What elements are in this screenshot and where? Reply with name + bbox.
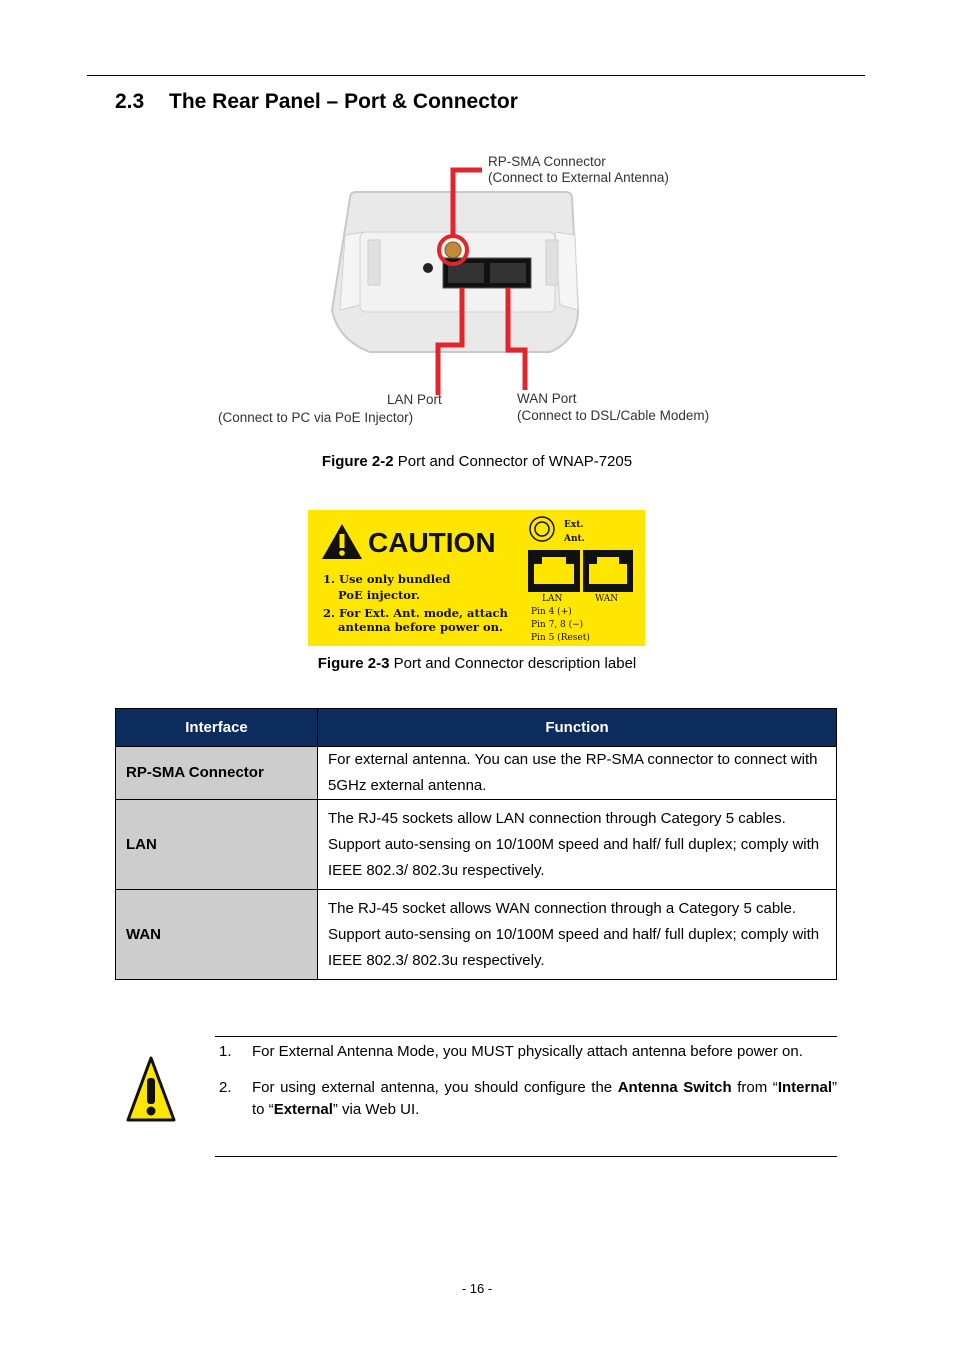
caution-label-graphic (308, 510, 645, 646)
wan-label: WAN (595, 594, 619, 604)
lan-label: LAN (542, 594, 563, 604)
note-text: For External Antenna Mode, you MUST physically attach antenna before power on. (252, 1043, 803, 1060)
section-number: 2.3 (115, 90, 145, 113)
table-row (116, 890, 837, 980)
wan-port-sublabel: (Connect to DSL/Cable Modem) (517, 408, 710, 423)
function-cell: For external antenna. You can use the RP-SMA connector to connect with 5GHz external antenna. (318, 747, 837, 800)
note-bottom-rule (215, 1156, 837, 1157)
antenna-switch-term: Antenna Switch (617, 1079, 732, 1096)
function-cell: The RJ-45 sockets allow LAN connection through Category 5 cables. Support auto-sensing on 10/100M speed and half/ full duplex; comply with IEEE 802.3/ 802.3u respectively. (318, 800, 837, 890)
caution-line-2: PoE injector. (338, 588, 420, 602)
wan-port-icon (583, 550, 633, 592)
pin-info-2: Pin 7, 8 (−) (531, 620, 584, 630)
pin-info-3: Pin 5 (Reset) (531, 633, 590, 643)
ant-label: Ant. (564, 534, 585, 544)
internal-term: Internal (777, 1079, 832, 1096)
interface-cell: RP-SMA Connector (116, 747, 318, 800)
caption-text: Port and Connector of WNAP-7205 (393, 453, 633, 470)
note-list (215, 1041, 837, 1121)
lan-port-label: LAN Port (387, 392, 442, 407)
external-term: External (273, 1101, 333, 1118)
table-row (116, 800, 837, 890)
page-number: - 16 - (461, 1281, 493, 1296)
lan-port-sublabel: (Connect to PC via PoE Injector) (218, 410, 414, 425)
warning-triangle-icon (322, 524, 362, 559)
note-top-rule (215, 1036, 837, 1037)
note-item (215, 1077, 837, 1121)
rear-panel-illustration (210, 140, 750, 435)
function-cell: The RJ-45 socket allows WAN connection through a Category 5 cable. Support auto-sensing on 10/100M speed and half/ full duplex; comply with IEEE 802.3/ 802.3u respectively. (318, 890, 837, 980)
caution-line-4: antenna before power on. (338, 620, 503, 634)
figure-2-3-caption (0, 655, 954, 672)
caution-title: CAUTION (368, 527, 496, 558)
caption-label: Figure 2-3 (317, 655, 390, 672)
header-interface: Interface (116, 709, 318, 747)
caption-label: Figure 2-2 (321, 453, 394, 470)
header-rule (87, 75, 865, 76)
note-number: 2. (219, 1079, 232, 1096)
figure-2-2-caption (0, 453, 954, 470)
warning-icon (126, 1056, 176, 1124)
rp-sma-sublabel: (Connect to External Antenna) (488, 170, 669, 185)
caution-line-1: 1. Use only bundled (323, 572, 451, 586)
pin-info-1: Pin 4 (+) (531, 607, 572, 617)
table-row (116, 747, 837, 800)
interface-cell: WAN (116, 890, 318, 980)
caution-line-3: 2. For Ext. Ant. mode, attach (323, 606, 508, 620)
rp-sma-label: RP-SMA Connector (488, 154, 606, 169)
wan-port-label: WAN Port (517, 391, 577, 406)
section-heading (115, 90, 518, 114)
note-item (215, 1041, 837, 1063)
lan-port-icon (528, 550, 580, 592)
antenna-connector-icon (530, 517, 554, 541)
table-header-row (116, 709, 837, 747)
ext-label: Ext. (564, 520, 584, 530)
caption-text: Port and Connector description label (389, 655, 637, 672)
rear-panel-figure (210, 140, 750, 435)
interface-cell: LAN (116, 800, 318, 890)
header-function: Function (318, 709, 837, 747)
caution-label (308, 510, 645, 646)
note-text: For using external antenna, you should configure the Antenna Switch from “Internal” to “External” via Web UI. (252, 1079, 837, 1118)
interface-table (115, 708, 837, 980)
section-title: The Rear Panel – Port & Connector (169, 90, 518, 113)
note-number: 1. (219, 1043, 232, 1060)
